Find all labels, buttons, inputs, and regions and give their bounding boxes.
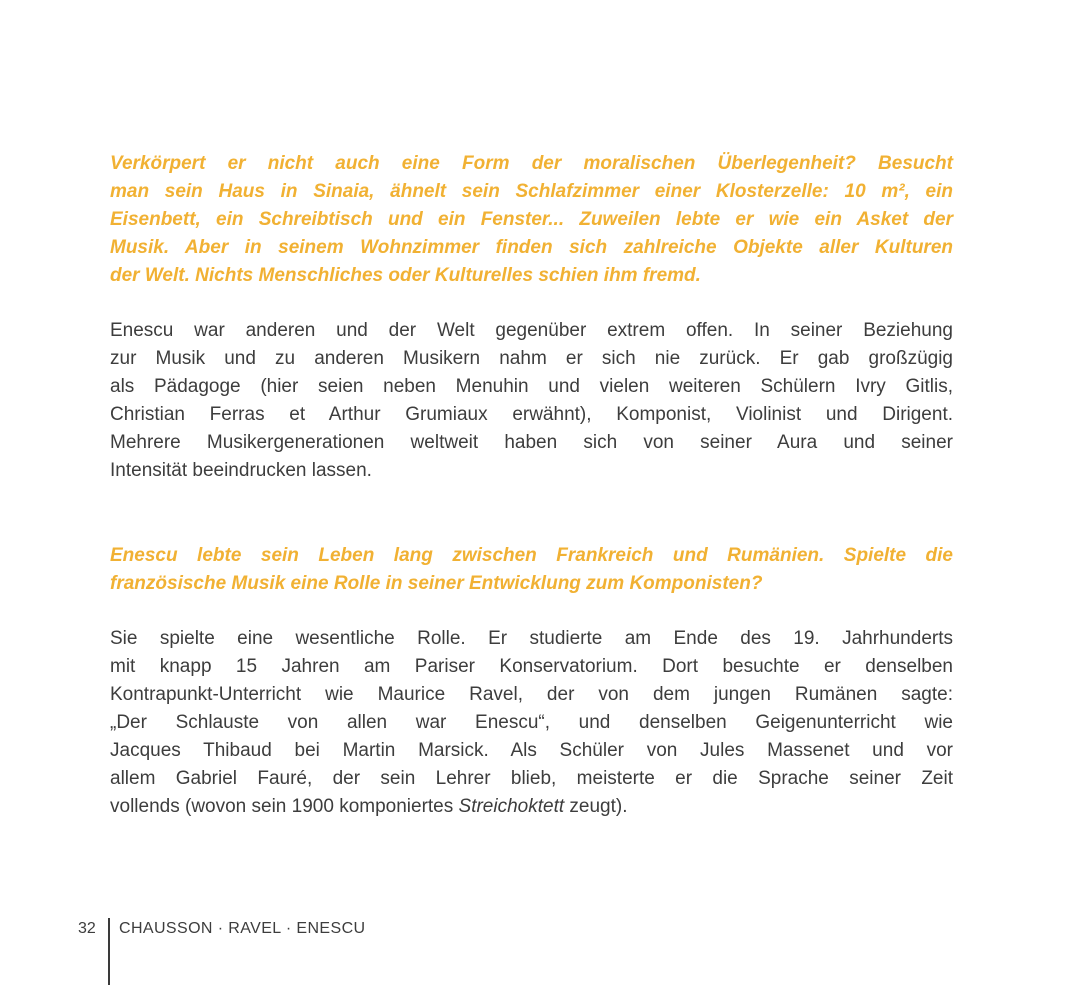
text-line: als Pädagoge (hier seien neben Menuhin und vielen weiteren Schülern Ivry Gitlis, [110, 376, 953, 397]
text-line: Kontrapunkt-Unterricht wie Maurice Ravel, der von dem jungen Rumänen sagte: [110, 684, 953, 705]
text-line: der Welt. Nichts Menschliches oder Kulturelles schien ihm fremd. [110, 265, 701, 286]
text-line: Musik. Aber in seinem Wohnzimmer finden sich zahlreiche Objekte aller Kulturen [110, 237, 953, 258]
text-line: Enescu lebte sein Leben lang zwischen Frankreich und Rumänien. Spielte die [110, 545, 953, 566]
text-line: mit knapp 15 Jahren am Pariser Konservatorium. Dort besuchte er denselben [110, 656, 953, 677]
interview-answer-2 [110, 625, 953, 821]
text-line: man sein Haus in Sinaia, ähnelt sein Schlafzimmer einer Klosterzelle: 10 m², ein [110, 181, 953, 202]
text-line: Mehrere Musikergenerationen weltweit haben sich von seiner Aura und seiner [110, 432, 953, 453]
text-line: Christian Ferras et Arthur Grumiaux erwähnt), Komponist, Violinist und Dirigent. [110, 404, 953, 425]
text-line: Verkörpert er nicht auch eine Form der moralischen Überlegenheit? Besucht [110, 153, 953, 174]
text-line: Enescu war anderen und der Welt gegenüber extrem offen. In seiner Beziehung [110, 320, 953, 341]
text-line: Intensität beeindrucken lassen. [110, 460, 372, 481]
page-number: 32 [78, 920, 96, 937]
text-line [110, 793, 953, 821]
text-line: zur Musik und zu anderen Musikern nahm er sich nie zurück. Er gab großzügig [110, 348, 953, 369]
interview-answer-1 [110, 317, 953, 485]
text-segment: vollends (wovon sein 1900 komponiertes [110, 796, 459, 817]
footer-divider-line [108, 918, 110, 985]
text-line: „Der Schlauste von allen war Enescu“, und denselben Geigenunterricht wie [110, 712, 953, 733]
text-line: Jacques Thibaud bei Martin Marsick. Als Schüler von Jules Massenet und vor [110, 740, 953, 761]
album-title: CHAUSSON · RAVEL · ENESCU [119, 920, 366, 937]
text-line: allem Gabriel Fauré, der sein Lehrer blieb, meisterte er die Sprache seiner Zeit [110, 768, 953, 789]
work-title-italic: Streichoktett [458, 796, 565, 817]
interview-question-2 [110, 542, 953, 598]
text-line: Eisenbett, ein Schreibtisch und ein Fenster... Zuweilen lebte er wie ein Asket der [110, 209, 953, 230]
text-line: Sie spielte eine wesentliche Rolle. Er studierte am Ende des 19. Jahrhunderts [110, 628, 953, 649]
text-segment: zeugt). [564, 796, 628, 817]
text-line: französische Musik eine Rolle in seiner Entwicklung zum Komponisten? [110, 573, 763, 594]
interview-question-1 [110, 150, 953, 290]
